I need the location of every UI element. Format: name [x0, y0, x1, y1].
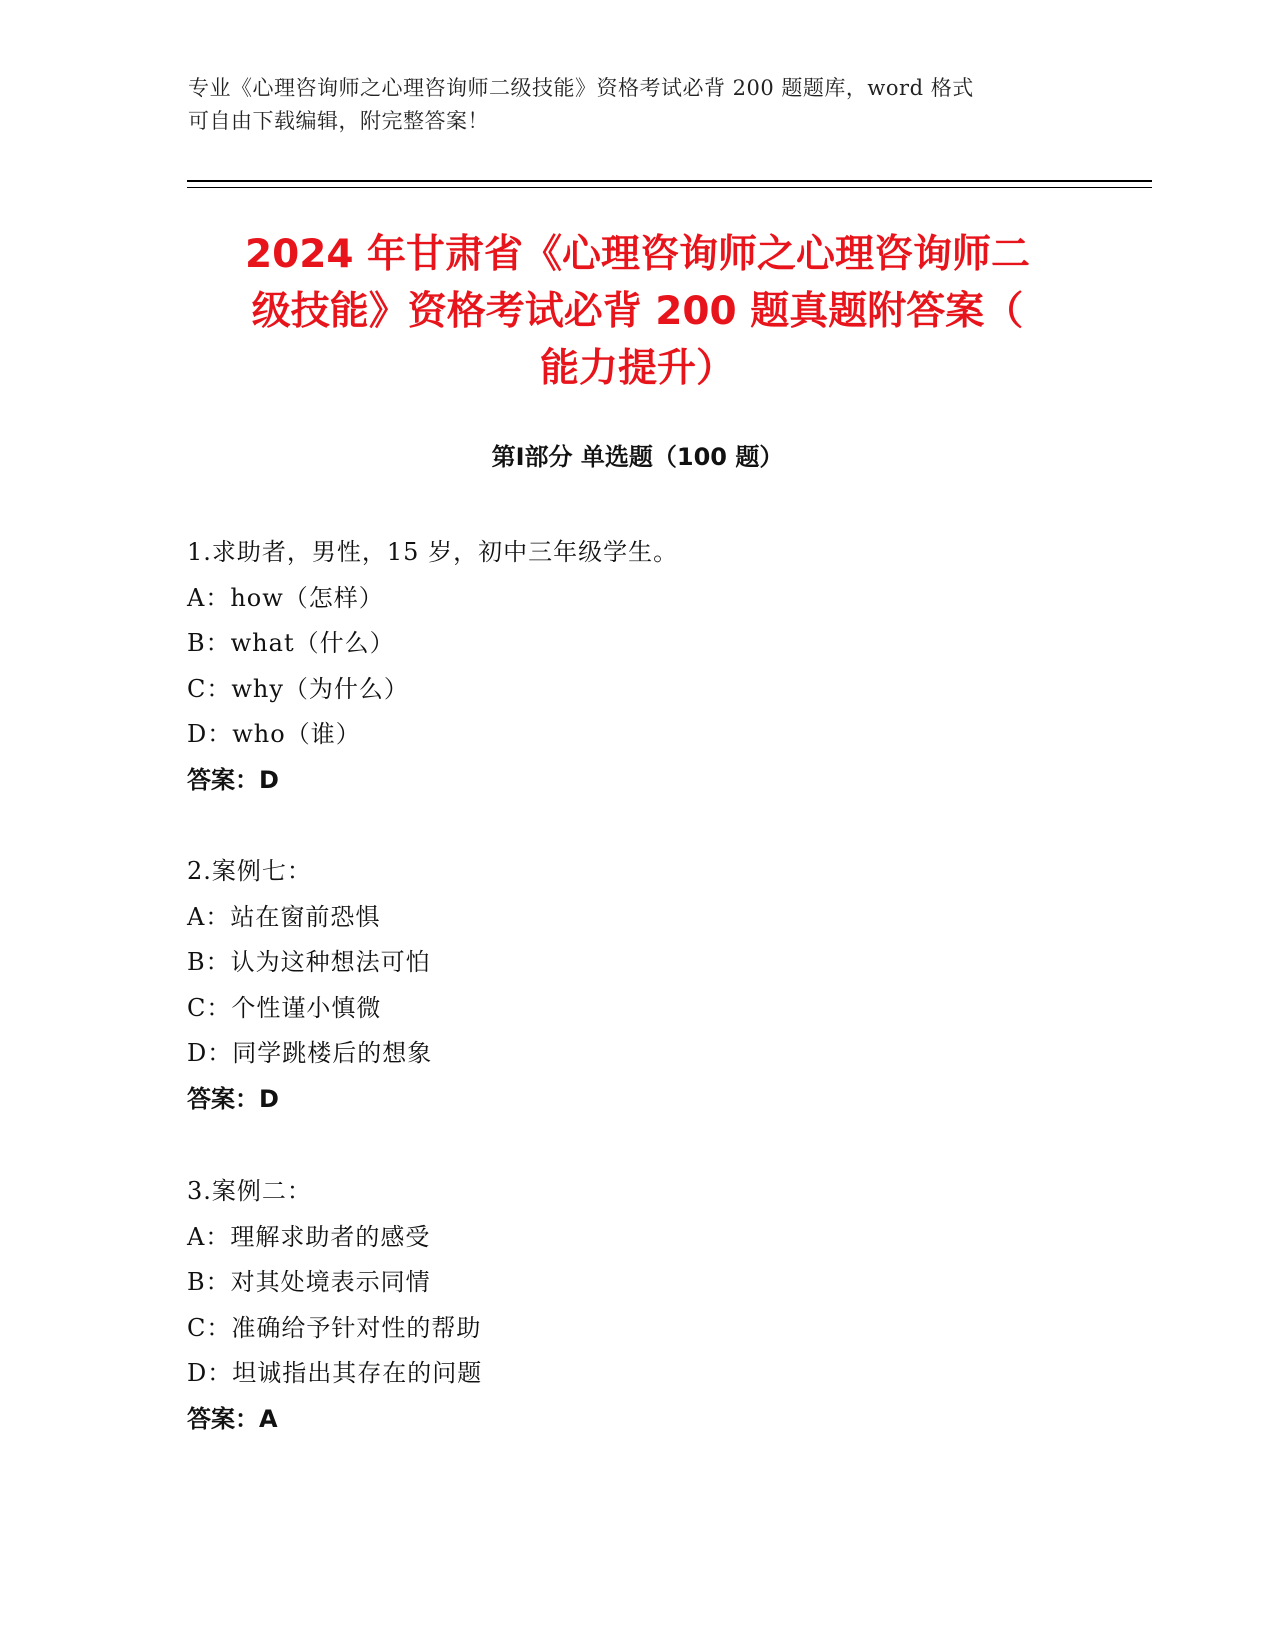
- option-b: B：认为这种想法可怕: [187, 948, 431, 977]
- option-c: C：准确给予针对性的帮助: [187, 1313, 482, 1342]
- question-item: [187, 1169, 1087, 1443]
- option-b: B：what（什么）: [187, 629, 395, 658]
- header-divider-thick: [187, 180, 1152, 182]
- document-title: [180, 226, 1095, 397]
- option-d: D：坦诚指出其存在的问题: [187, 1359, 483, 1388]
- header-note: [188, 72, 1088, 138]
- answer: 答案：D: [187, 1084, 279, 1113]
- document-title-line: 级技能》资格考试必背 200 题真题附答案（: [251, 289, 1024, 334]
- header-note-line: 可自由下载编辑，附完整答案！: [188, 109, 489, 133]
- option-d: D：同学跳楼后的想象: [187, 1039, 433, 1068]
- answer: 答案：D: [187, 765, 279, 794]
- option-c: C：why（为什么）: [187, 674, 409, 703]
- header-note-line: 专业《心理咨询师之心理咨询师二级技能》资格考试必背 200 题题库，word 格式: [188, 76, 974, 100]
- document-title-line: 能力提升）: [539, 346, 735, 391]
- option-a: A：理解求助者的感受: [187, 1222, 431, 1251]
- option-a: A：how（怎样）: [187, 583, 384, 612]
- question-item: [187, 530, 1087, 804]
- question-stem: 2.案例七：: [187, 857, 312, 885]
- question-item: [187, 849, 1087, 1123]
- question-stem: 1.求助者，男性，15 岁，初中三年级学生。: [187, 538, 679, 566]
- document-title-line: 2024 年甘肃省《心理咨询师之心理咨询师二: [244, 232, 1031, 277]
- option-b: B：对其处境表示同情: [187, 1268, 431, 1297]
- header-divider-thin: [187, 187, 1152, 188]
- option-a: A：站在窗前恐惧: [187, 902, 381, 931]
- section-heading: 第Ⅰ部分 单选题（100 题）: [491, 443, 784, 471]
- question-stem: 3.案例二：: [187, 1177, 312, 1205]
- option-c: C：个性谨小慎微: [187, 993, 382, 1022]
- option-d: D：who（谁）: [187, 720, 361, 749]
- answer: 答案：A: [187, 1404, 278, 1433]
